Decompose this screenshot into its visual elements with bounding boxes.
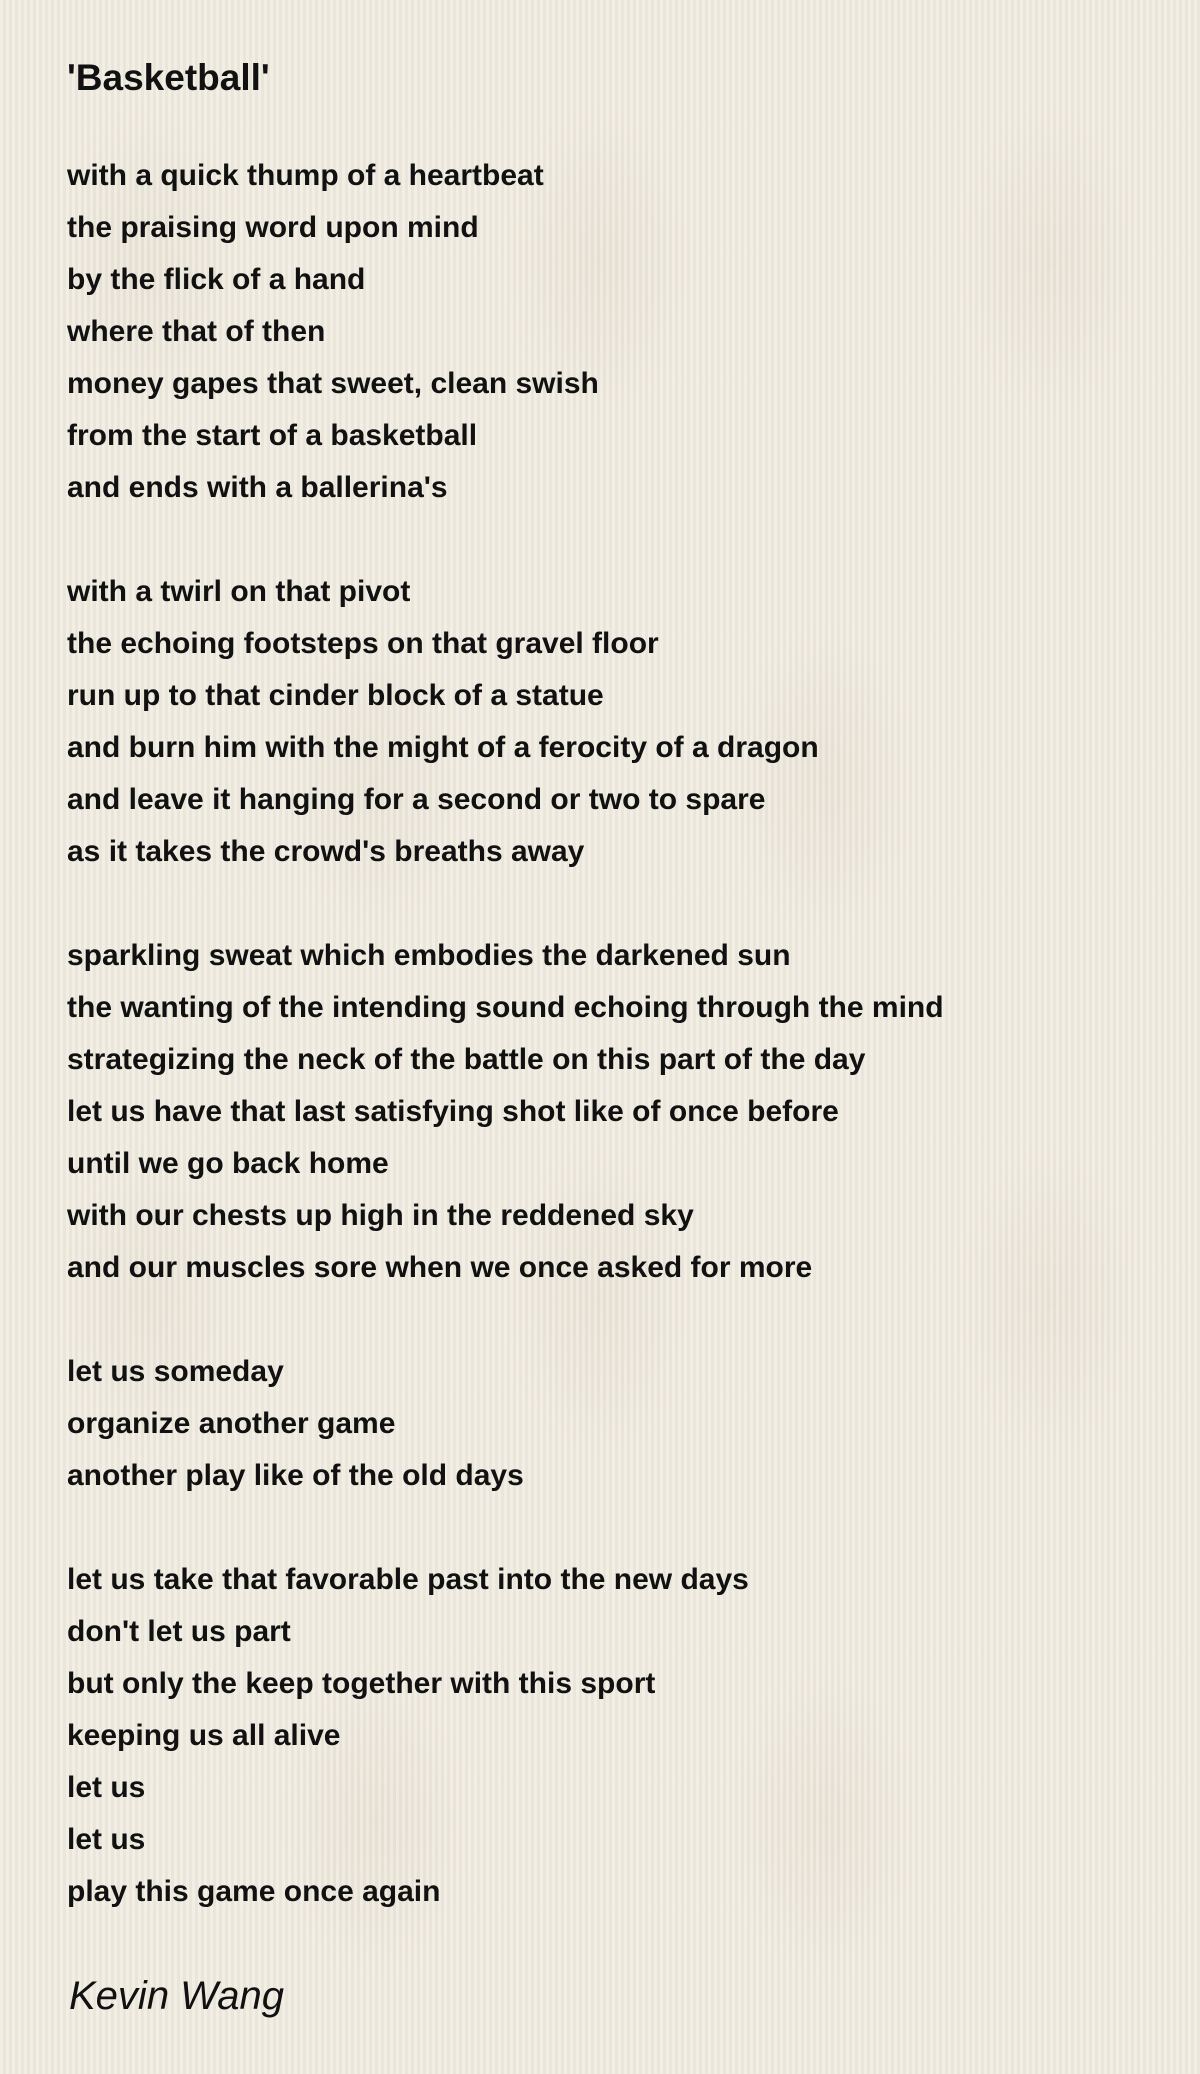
poem-line: with a quick thump of a heartbeat: [67, 159, 544, 192]
poem-line: the wanting of the intending sound echoing through the mind: [67, 991, 944, 1024]
poem-line: don't let us part: [67, 1615, 291, 1648]
poem-line: play this game once again: [67, 1875, 441, 1908]
poem-line: organize another game: [67, 1407, 396, 1440]
poem-line: money gapes that sweet, clean swish: [67, 367, 599, 400]
poem-line: the echoing footsteps on that gravel floor: [67, 627, 659, 660]
poem-stanza: [67, 150, 1167, 514]
poem-line: with a twirl on that pivot: [67, 575, 411, 608]
poem-stanza: [67, 930, 1167, 1294]
poem-line: let us take that favorable past into the new days: [67, 1563, 749, 1596]
poem-line: with our chests up high in the reddened sky: [67, 1199, 694, 1232]
poem-line: as it takes the crowd's breaths away: [67, 835, 585, 868]
poem-body: [67, 150, 1167, 1918]
poem-line: let us: [67, 1771, 146, 1804]
poem-line: and ends with a ballerina's: [67, 471, 448, 504]
poem-line: let us someday: [67, 1355, 284, 1388]
poem-stanza: [67, 1346, 1167, 1502]
poem-line: and leave it hanging for a second or two to spare: [67, 783, 766, 816]
poem-line: by the flick of a hand: [67, 263, 366, 296]
poem-line: keeping us all alive: [67, 1719, 341, 1752]
poem-line: strategizing the neck of the battle on this part of the day: [67, 1043, 866, 1076]
poem-line: where that of then: [67, 315, 326, 348]
poem-stanza: [67, 566, 1167, 878]
poem-line: and burn him with the might of a ferocity of a dragon: [67, 731, 819, 764]
poem-line: from the start of a basketball: [67, 419, 478, 452]
poem-line: until we go back home: [67, 1147, 389, 1180]
poem-line: let us: [67, 1823, 146, 1856]
poem-line: let us have that last satisfying shot like of once before: [67, 1095, 839, 1128]
poem-line: sparkling sweat which embodies the darkened sun: [67, 939, 791, 972]
poem-title: 'Basketball': [67, 57, 270, 98]
poem-line: another play like of the old days: [67, 1459, 524, 1492]
poem-line: but only the keep together with this sport: [67, 1667, 656, 1700]
poem-line: the praising word upon mind: [67, 211, 479, 244]
poem-line: and our muscles sore when we once asked for more: [67, 1251, 813, 1284]
poem-stanza: [67, 1554, 1167, 1918]
poem-line: run up to that cinder block of a statue: [67, 679, 604, 712]
poem-author: Kevin Wang: [69, 1974, 284, 2018]
